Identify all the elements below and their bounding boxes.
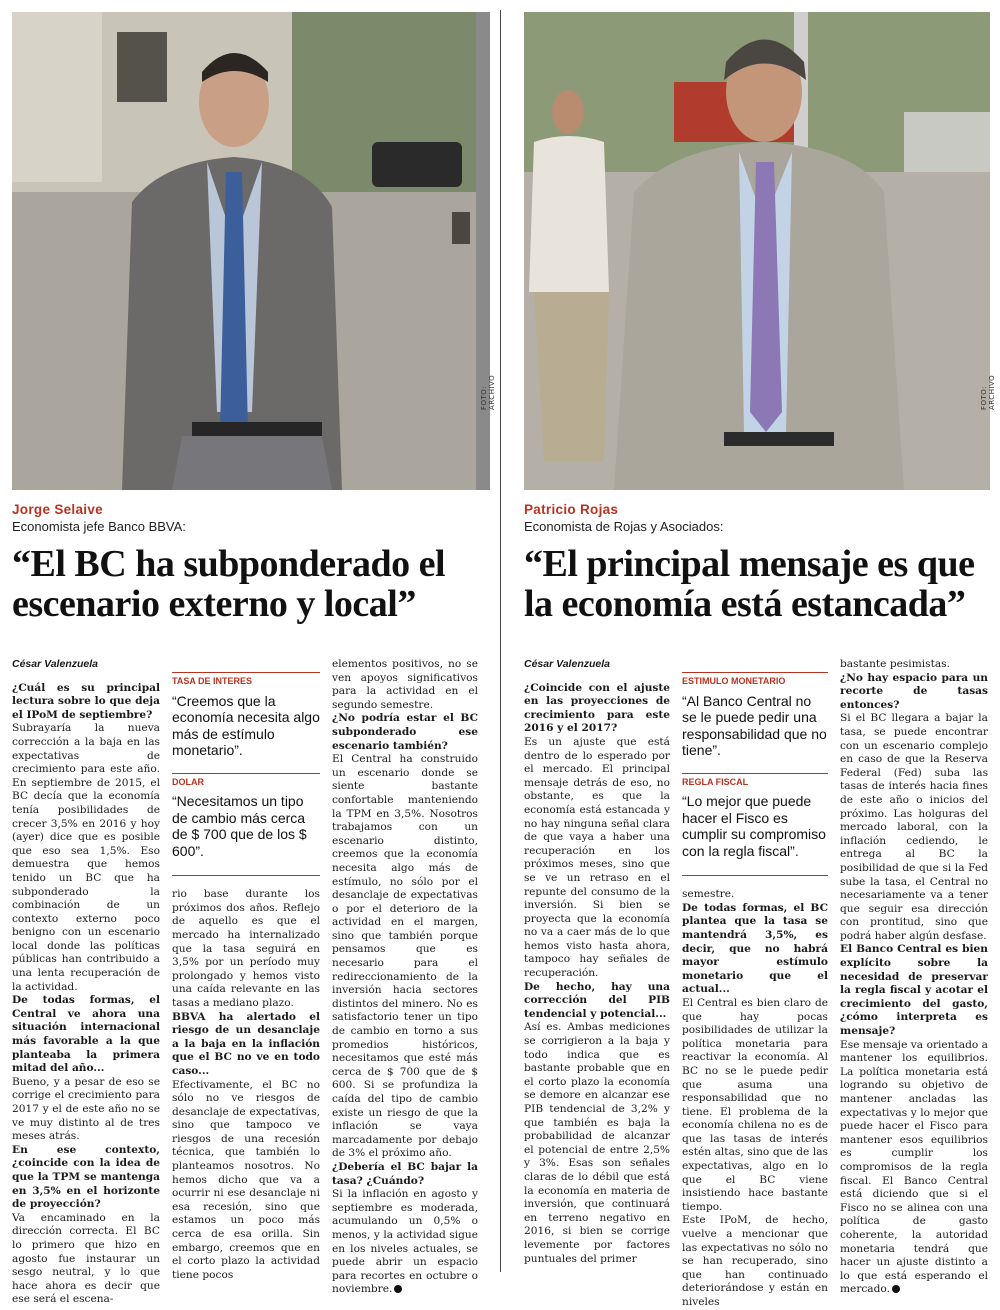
article-column-2 (172, 672, 320, 1282)
right-interview (524, 0, 996, 1308)
interview-question: De todas formas, el BC plantea que la tasa se mantendrá 3,5%, es decir, que no habrá mayor estímulo monetario que el actual... (682, 901, 828, 996)
pull-quote-tag: DOLAR (172, 776, 204, 787)
pull-quote-tag: TASA DE INTERES (172, 676, 253, 686)
interview-question: De hecho, hay una corrección del PIB tendencial y potencial... (524, 980, 670, 1020)
pull-quote-text: “Lo mejor que puede hacer el Fisco es cumplir su compromiso con la regla fiscal”. (682, 793, 826, 859)
interviewee-name: Patricio Rojas (524, 502, 619, 517)
interview-answer: Ese mensaje va orientado a mantener los equilibrios. La política monetaria está logrando su objetivo de mantener ancladas las expectativas y lo mejor que puede hacer el Fisco para mantener esos equilibrios es cumplir los compromisos de la regla fiscal. El Banco Central está diciendo que si el Fisco no se alinea con una política de gasto coherente, la autoridad monetaria tendrá que hacer un ajuste distinto a lo que está esperando el mercado. (840, 1038, 988, 1296)
interviewee-name: Jorge Selaive (12, 502, 103, 517)
photo-patricio-rojas (524, 12, 990, 490)
interviewee-role: Economista jefe Banco BBVA: (12, 519, 186, 534)
end-of-article-mark (394, 1285, 402, 1293)
article-column-2 (682, 672, 828, 1310)
interview-question: ¿Cuál es su principal lectura sobre lo que deja el IPoM de septiembre? (12, 681, 160, 721)
pull-quote-box (172, 773, 320, 868)
interview-answer: Así es. Ambas mediciones se corrigieron a la baja y todo indica que es bastante probable que en el corto plazo la economía se demore en alcanzar ese PIB tendencial de 3,2% y que también es baja la probabilidad de alcanzar el potencial de entre 2,5% y 3%. Esas son señales claras de lo débil que está la economía en materia de inversión, que continuará en terreno negativo en 2016, si bien se corrige levemente por factores puntuales del primer (524, 1021, 670, 1265)
article-column-3 (840, 658, 988, 1297)
photo-credit: FOTO: ARCHIVO (480, 374, 496, 410)
interview-answer: Efectivamente, el BC no sólo no ve riesgos de desanclaje de expectativas, sino que tampoco ve riesgos de una recesión técnica, que también lo planteamos nosotros. No hemos dicho que va a ocurrir ni ese desanclaje ni esa recesión, sino que estamos un poco más cerca de esa orilla. Sin embargo, creemos que en el corto plazo la actividad tiene pocos (172, 1078, 320, 1281)
photo-credit: FOTO: ARCHIVO (980, 374, 996, 410)
interview-question: ¿Coincide con el ajuste en las proyecciones de crecimiento para este 2016 y el 2017? (524, 681, 670, 735)
column-divider (500, 10, 501, 1272)
interview-answer: El Central es bien claro de que hay pocas posibilidades de utilizar la política monetaria para reactivar la economía. Al BC no se le puede pedir que asuma una responsabilidad que no tiene. El problema de la economía chilena no es de que las tasas de interés estén altas, sino que de las expectativas, algo en lo que el BC viene insistiendo hace bastante tiempo. (682, 996, 828, 1213)
interview-answer: Si la inflación en agosto y septiembre es moderada, acumulando un 0,5% o menos, y la actividad sigue en los niveles actuales, se puede abrir un espacio para recortes en octubre o noviembre. (332, 1188, 478, 1296)
interview-answer: Si el BC llegara a bajar la tasa, se puede encontrar con un escenario complejo en caso de que la Reserva Federal (Fed) suba las tasas de interés hacia fines de este año o inicios del próximo. Las holguras del mercado laboral, con la inflación cediendo, le entrega al BC la posibilidad de que si la Fed sube la tasa, el Central no necesariamente va a tener que seguir esa dirección con prontitud, sino que podrá haber algún desfase. (840, 712, 988, 942)
pull-quotes (172, 672, 320, 876)
byline: César Valenzuela (12, 658, 98, 670)
interview-question: BBVA ha alertado el riesgo de un desanclaje a la baja en la inflación que el BC no ve en todo caso... (172, 1010, 320, 1077)
pull-quote-tag: ESTIMULO MONETARIO (682, 676, 786, 686)
interview-answer: Subrayaría la nueva corrección a la baja en las expectativas de crecimiento para este año. En septiembre de 2015, el BC decía que la economía tenía posibilidades de crecer 3,5% en 2016 y hoy (ayer) dice que es posible que eso sea 1,5%. Eso demuestra que hemos tenido un BC que ha subponderado la combinación de un contexto externo poco benigno con un escenario local donde las políticas públicas han contribuido a una lenta recuperación de la actividad. (12, 722, 160, 993)
interview-answer: semestre. (682, 888, 735, 901)
interview-answer: rio base durante los próximos dos años. Reflejo de aquello es que el mercado ha internalizado que la tasa seguirá en 3,5% por un período muy prolongado y hemos visto una caída relevante en las tasas a mediano plazo. (172, 888, 320, 1009)
headline: “El principal mensaje es que la economía está estancada” (524, 543, 975, 625)
pull-quote-box (172, 672, 320, 767)
pull-quote-box (682, 672, 828, 767)
interviewee-role: Economista de Rojas y Asociados: (524, 519, 724, 534)
pull-quote-text: “Necesitamos un tipo de cambio más cerca de $ 700 que de los $ 600”. (172, 793, 307, 859)
interview-answer: elementos positivos, no se ven apoyos significativos para la actividad en el segundo semestre. (332, 658, 478, 711)
interview-question: ¿No hay espacio para un recorte de tasas entonces? (840, 671, 988, 711)
interview-answer: Va encaminado en la dirección correcta. El BC lo primero que hizo en agosto fue instaurar un sesgo neutral, y lo que hace ahora es decir que ese será el escena- (12, 1211, 160, 1306)
article-column-3 (332, 658, 478, 1297)
headline: “El BC ha subponderado el escenario externo y local” (12, 543, 446, 625)
pull-quote-box (682, 773, 828, 868)
interview-answer: bastante pesimistas. (840, 658, 950, 670)
interview-answer: Este IPoM, de hecho, vuelve a mencionar que las expectativas no sólo no se han recuperado, sino que han continuado deteriorándose y están en niveles (682, 1214, 828, 1308)
end-of-article-mark (892, 1285, 900, 1293)
interview-question: De todas formas, el Central ve ahora una situación internacional más favorable a la que planteaba la primera mitad del año... (12, 994, 160, 1075)
article-column-1 (524, 658, 670, 1266)
pull-quotes (682, 672, 828, 876)
left-interview (12, 0, 496, 1306)
byline: César Valenzuela (524, 658, 610, 670)
interview-answer: El Central ha construido un escenario donde se siente bastante confortable manteniendo la TPM en 3,5%. Nosotros trabajamos con un escenario distinto, creemos que la economía necesita algo más de estímulo, no sólo por el desanclaje de expectativas o por el deterioro de la actividad en el margen, sino que también porque pensamos que es necesario para el redireccionamiento de la inversión hacia sectores distintos del minero. No es satisfactorio tener un tipo de cambio en torno a sus promedios históricos, necesitamos que esté más cerca de $ 700 que de $ 600. Si se profundiza la caída del tipo de cambio existe un riesgo de que la inflación se vaya marcadamente por debajo de 3% el próximo año. (332, 753, 478, 1160)
interview-question: ¿Debería el BC bajar la tasa? ¿Cuándo? (332, 1160, 478, 1187)
interview-question: El Banco Central es bien explícito sobre la necesidad de preservar la regla fiscal y acotar el crecimiento del gasto, ¿cómo interpreta es mensaje? (840, 943, 988, 1038)
pull-quote-tag: REGLA FISCAL (682, 776, 749, 787)
interview-answer: Bueno, y a pesar de eso se corrige el crecimiento para 2017 y el de este año no se ve muy distinto al de tres meses atrás. (12, 1075, 160, 1143)
pull-quote-text: “Creemos que la economía necesita algo más de estímulo monetario”. (172, 692, 320, 759)
interview-question: ¿No podría estar el BC subponderado ese escenario también? (332, 712, 478, 752)
photo-jorge-selaive (12, 12, 490, 490)
interview-answer: Es un ajuste que está dentro de lo esperado por el mercado. El principal mensaje detrás de eso, no obstante, es que la economía está estancada y no hay ninguna señal clara de que vaya a haber una recuperación en los próximos meses, sino que se ve un retraso en el repunte del consumo de la inversión. Si bien se proyecta que la economía no va a caer más de lo que hemos visto hasta ahora, tampoco hay señales de recuperación. (524, 735, 670, 980)
article-column-1 (12, 658, 160, 1307)
interview-question: En ese contexto, ¿coincide con la idea de que la TPM se mantenga en 3,5% en el horizonte de proyección? (12, 1143, 160, 1211)
pull-quote-text: “Al Banco Central no se le puede pedir una responsabilidad que no tiene”. (682, 692, 827, 759)
